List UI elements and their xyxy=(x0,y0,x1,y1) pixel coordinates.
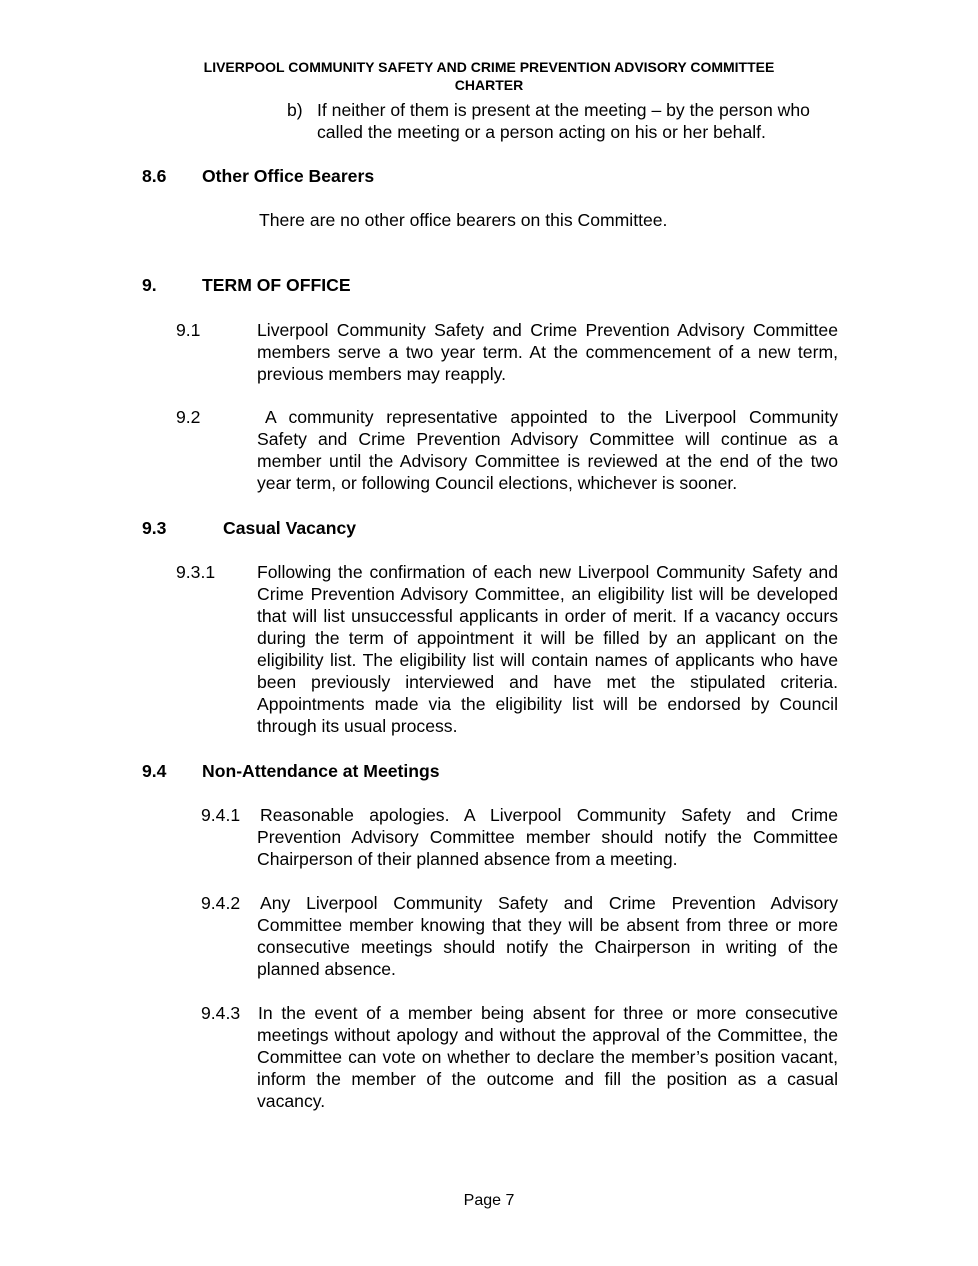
clause-9-2-number: 9.2 xyxy=(176,407,201,427)
section-8-6-number: 8.6 xyxy=(142,166,167,186)
section-8-6-body: There are no other office bearers on this Committee. xyxy=(259,210,668,230)
section-9-3-heading: Casual Vacancy xyxy=(223,518,357,538)
clause-9-4-2-number: 9.4.2 xyxy=(201,893,241,913)
clause-9-2-text: A community representative appointed to the Liverpool Community Safety and Crime Prevention Advisory Committee will continue as a member until the Advisory Committee is reviewed at the end of the two year term, or following Council elections, whichever is sooner. xyxy=(257,407,838,493)
header-title-line2: CHARTER xyxy=(454,77,524,93)
clause-9-1-number: 9.1 xyxy=(176,320,201,340)
document-header xyxy=(120,58,858,94)
section-9-number: 9. xyxy=(142,275,157,295)
clause-9-4-3-number: 9.4.3 xyxy=(201,1003,241,1023)
section-9-4-number: 9.4 xyxy=(142,761,167,781)
clause-9-4-1-number: 9.4.1 xyxy=(201,805,241,825)
clause-9-1-text: Liverpool Community Safety and Crime Prevention Advisory Committee members serve a two year term. At the commencement of a new term, previous members may reapply. xyxy=(257,320,838,384)
clause-9-3-1-text: Following the confirmation of each new Liverpool Community Safety and Crime Prevention Advisory Committee, an eligibility list will be developed that will list unsuccessful applicants in order of merit. If a vacancy occurs during the term of appointment it will be filled by an applicant on the eligibility list. The eligibility list will contain names of applicants who have been previously interviewed and have met the stipulated criteria. Appointments made via the eligibility list will be endorsed by Council through its usual process. xyxy=(257,562,838,736)
page-number: Page 7 xyxy=(463,1192,515,1209)
clause-9-4-3-text: In the event of a member being absent for three or more consecutive meetings without apology and without the approval of the Committee, the Committee can vote on whether to declare the member’s position vacant, inform the member of the outcome and fill the position as a casual vacancy. xyxy=(257,1003,838,1111)
clause-9-4-2-text: Any Liverpool Community Safety and Crime Prevention Advisory Committee member knowing that they will be absent from three or more consecutive meetings should notify the Chairperson in writing of the planned absence. xyxy=(257,893,838,979)
item-b-text: If neither of them is present at the meeting – by the person who called the meeting or a person acting on his or her behalf. xyxy=(317,100,810,142)
section-9-3-number: 9.3 xyxy=(142,518,167,538)
header-title-line1: LIVERPOOL COMMUNITY SAFETY AND CRIME PREVENTION ADVISORY COMMITTEE xyxy=(203,59,775,75)
section-9-4-heading: Non-Attendance at Meetings xyxy=(202,761,440,781)
section-8-6-heading: Other Office Bearers xyxy=(202,166,375,186)
item-b-label: b) xyxy=(287,100,303,120)
clause-9-3-1-number: 9.3.1 xyxy=(176,562,216,582)
section-9-heading: TERM OF OFFICE xyxy=(202,275,351,295)
clause-9-4-1-text: Reasonable apologies. A Liverpool Community Safety and Crime Prevention Advisory Committee member should notify the Committee Chairperson of their planned absence from a meeting. xyxy=(257,805,838,869)
